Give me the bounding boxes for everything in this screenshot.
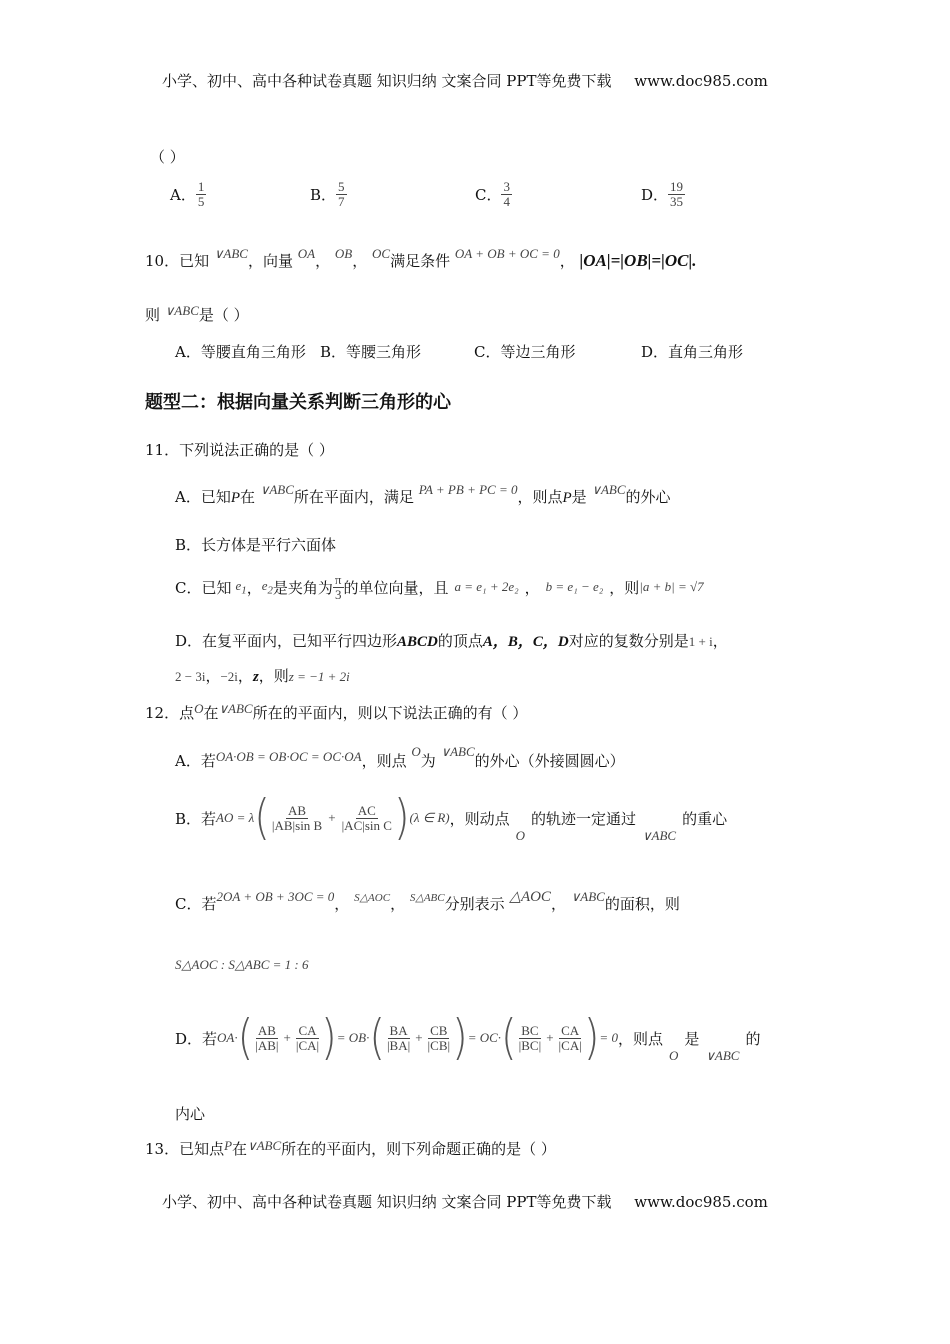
footer-url: www.doc985.com [634,1193,768,1211]
q9-option-b: B． $\frac{5}{7}$ [310,179,345,209]
q12-option-b: B．若 AO = λ ( $\frac{AB}{\text{|AB|sin B}}$ + $\frac{AC}{\text{|AC|sin C}}$ ) (λ ∈ R) ，则动点 O 的轨迹一定通过 ∨ABC 的重心 [175,790,728,846]
q10-stem-2: 则 ∨ABC是（ ） [145,303,249,324]
q11-option-c: C．已知 $e_1$ ， $e_2$ 是夹角为 $\frac{\pi}{3}$ 的单位向量，且 a = e₁ + 2e₂ ， b = e₁ − e₂ ，则 |a + b| = √7 [175,572,704,602]
q10-stem: 10．已知 ∨ABC，向量 OA， OB， OC满足条件 OA + OB + OC = 0， |OA|=|OB|=|OC|. [145,246,697,270]
q9-options [170,180,685,208]
q12-option-c-result: S△AOC : S△ABC = 1 : 6 [175,957,309,972]
q12-option-c: C．若2OA + OB + 3OC = 0， $^{S\triangle AOC}$， $^{S\triangle ABC}$分别表示 △AOC， ∨ABC的面积，则 [175,889,680,913]
q11-option-b: B．长方体是平行六面体 [175,536,337,554]
header-url: www.doc985.com [634,72,768,90]
q12-stem: 12．点O在∨ABC所在的平面内，则以下说法正确的有（ ） [145,701,528,722]
q9-option-d: D． $\frac{19}{35}$ [641,179,684,209]
q9-option-c: C． $\frac{3}{4}$ [475,179,510,209]
page-header [162,70,768,91]
q11-stem: 11．下列说法正确的是（ ） [145,441,334,459]
q9-paren: （ ） [150,148,185,166]
q9-option-a: A． $\frac{1}{5}$ [170,179,205,209]
q12-option-d: D．若 OA· ( $\frac{AB}{|AB|}$ + $\frac{CA}{|CA|}$ ) = OB· ( $\frac{BA}{|BA|}$ + $\frac{CB}{|CB|}$ ) = OC· ( $\frac{BC}{|BC|}$ + $\frac{CA}{|CA|}$ ) = 0 ，则点 O 是 ∨ABC 的 [175,1010,761,1066]
q11-option-d-2: 2 − 3i，−2i，z，则z = −1 + 2i [175,667,350,685]
q11-option-a: A．已知P在 ∨ABC所在平面内，满足 PA + PB + PC = 0，则点P是 ∨ABC的外心 [175,482,671,506]
q10-options: A．等腰直角三角形 B．等腰三角形 C．等边三角形 D．直角三角形 [175,343,744,361]
footer-text: 小学、初中、高中各种试卷真题 知识归纳 文案合同 PPT等免费下载 [162,1193,612,1211]
q13-stem: 13．已知点P在∨ABC所在的平面内，则下列命题正确的是（ ） [145,1138,556,1158]
page-footer [162,1191,768,1212]
q11-option-d: D．在复平面内，已知平行四边形ABCD的顶点A，B，C，D对应的复数分别是1 + i， [175,632,728,650]
q10-magnitude-eq: |OA|=|OB|=|OC|. [579,251,697,270]
header-text: 小学、初中、高中各种试卷真题 知识归纳 文案合同 PPT等免费下载 [162,72,612,90]
q12-option-a: A．若OA·OB = OB·OC = OC·OA，则点 O为 ∨ABC的外心（外接圆圆心） [175,744,625,770]
q12-option-d-2: 内心 [175,1105,206,1123]
section-title: 题型二：根据向量关系判断三角形的心 [145,392,451,413]
